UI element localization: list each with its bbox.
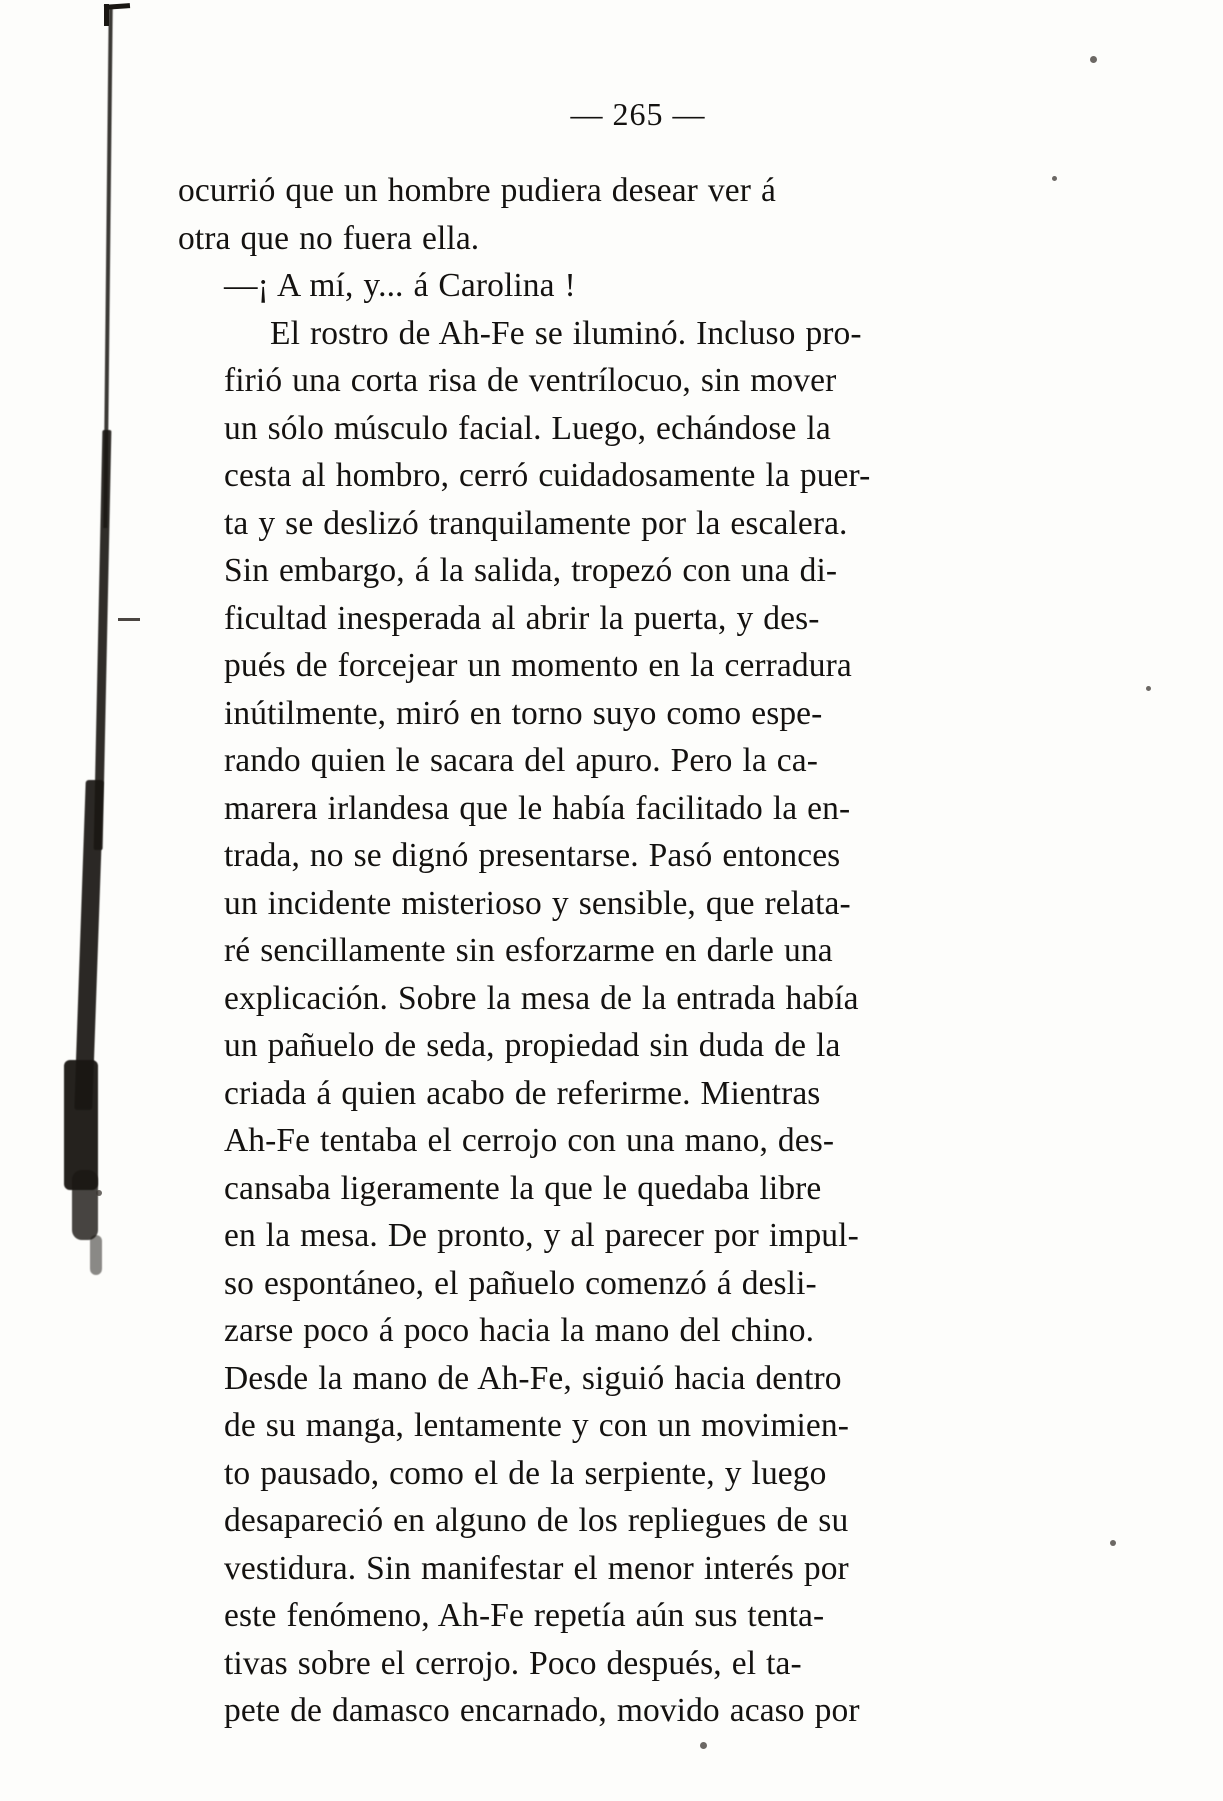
ink-speck: [700, 1742, 707, 1749]
text-line: criada á quien acabo de referirme. Mientras: [224, 1074, 821, 1112]
text-line: ocurrió que un hombre pudiera desear ver á: [178, 172, 776, 209]
text-line: cesta al hombro, cerró cuidadosamente la puer-: [224, 457, 871, 494]
text-line: otra que no fuera ella.: [178, 219, 480, 257]
text-line: Ah-Fe tentaba el cerrojo con una mano, des-: [224, 1122, 835, 1159]
text-line: explicación. Sobre la mesa de la entrada había: [224, 979, 859, 1017]
text-line: —¡ A mí, y... á Carolina !: [224, 267, 576, 304]
ink-speck: [1146, 686, 1151, 691]
text-line: un pañuelo de seda, propiedad sin duda de la: [224, 1027, 841, 1064]
text-line: to pausado, como el de la serpiente, y luego: [224, 1454, 827, 1492]
text-line: El rostro de Ah-Fe se iluminó. Incluso pro-: [270, 314, 862, 352]
text-line: Sin embargo, á la salida, tropezó con una di-: [224, 552, 838, 589]
gutter-shadow-artifact: [28, 0, 138, 1460]
text-line: marera irlandesa que le había facilitado la en-: [224, 789, 851, 827]
text-line: inútilmente, miró en torno suyo como espe-: [224, 694, 823, 732]
ink-speck: [1090, 56, 1097, 63]
text-line: de su manga, lentamente y con un movimien-: [224, 1407, 849, 1444]
text-line: en la mesa. De pronto, y al parecer por impul-: [224, 1217, 859, 1254]
text-line: Desde la mano de Ah-Fe, siguió hacia dentro: [224, 1359, 842, 1397]
text-line: pués de forcejear un momento en la cerradura: [224, 647, 852, 684]
text-line: cansaba ligeramente la que le quedaba libre: [224, 1169, 822, 1207]
paragraph-continuation: [178, 167, 1098, 262]
text-line: firió una corta risa de ventrílocuo, sin mover: [224, 362, 837, 399]
page-text-column: [178, 96, 1098, 1735]
page-corner-mark-vertical: [104, 4, 109, 26]
page-number: — 265 —: [570, 96, 706, 132]
text-line: pete de damasco encarnado, movido acaso por: [224, 1692, 860, 1729]
margin-dash-artifact: [118, 618, 140, 621]
text-line: ficultad inesperada al abrir la puerta, y des-: [224, 599, 820, 637]
text-line: desapareció en alguno de los repliegues de su: [224, 1502, 849, 1539]
text-line: vestidura. Sin manifestar el menor interés por: [224, 1549, 849, 1587]
text-line: so espontáneo, el pañuelo comenzó á desli-: [224, 1264, 817, 1302]
text-line: trada, no se dignó presentarse. Pasó entonces: [224, 837, 841, 874]
text-line: este fenómeno, Ah-Fe repetía aún sus tenta-: [224, 1597, 825, 1634]
text-line: ta y se deslizó tranquilamente por la escalera.: [224, 504, 848, 542]
text-line: zarse poco á poco hacia la mano del chino.: [224, 1312, 815, 1349]
text-line: rando quien le sacara del apuro. Pero la ca-: [224, 742, 818, 779]
ink-speck: [1110, 1540, 1116, 1546]
ink-speck: [96, 1190, 102, 1196]
paragraph-dialogue: [178, 262, 1098, 310]
paragraph-main: [178, 310, 1098, 1735]
text-line: tivas sobre el cerrojo. Poco después, el ta-: [224, 1644, 802, 1682]
text-line: un incidente misterioso y sensible, que relata-: [224, 884, 851, 922]
text-line: ré sencillamente sin esforzarme en darle una: [224, 932, 833, 969]
text-line: un sólo músculo facial. Luego, echándose la: [224, 409, 831, 447]
